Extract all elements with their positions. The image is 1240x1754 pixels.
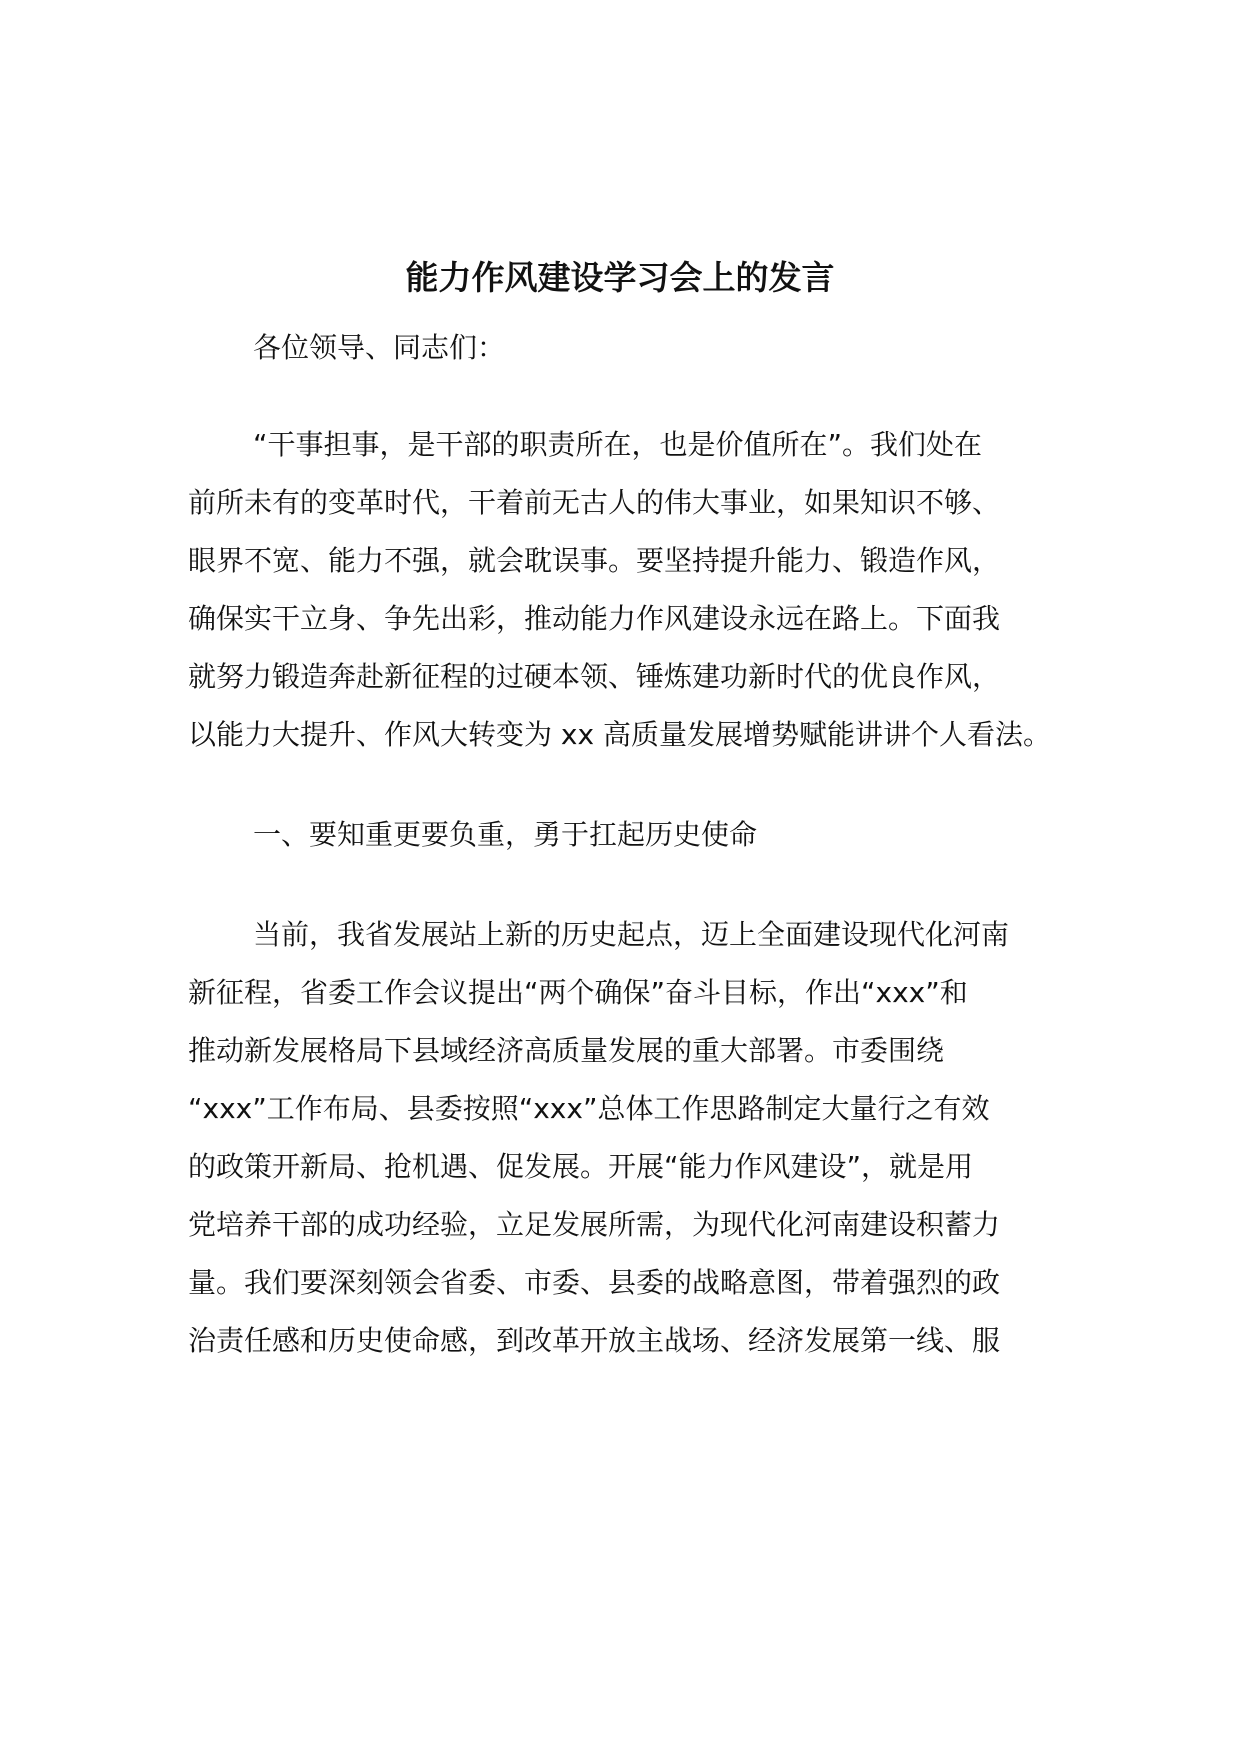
section-1-heading: 一、要知重更要负重，勇于扛起历史使命 bbox=[253, 818, 758, 851]
paragraph-2-line-2: 新征程，省委工作会议提出“两个确保”奋斗目标，作出“xxx”和 bbox=[188, 976, 968, 1009]
paragraph-2-line-5: 的政策开新局、抢机遇、促发展。开展“能力作风建设”，就是用 bbox=[188, 1150, 974, 1183]
paragraph-2-line-4: “xxx”工作布局、县委按照“xxx”总体工作思路制定大量行之有效 bbox=[188, 1092, 990, 1125]
document-title: 能力作风建设学习会上的发言 bbox=[405, 258, 835, 297]
paragraph-1-line-2: 前所未有的变革时代，干着前无古人的伟大事业，如果知识不够、 bbox=[188, 486, 1001, 519]
paragraph-1-line-6: 以能力大提升、作风大转变为 xx 高质量发展增势赋能讲讲个人看法。 bbox=[188, 718, 1051, 751]
paragraph-1-line-4: 确保实干立身、争先出彩，推动能力作风建设永远在路上。下面我 bbox=[188, 602, 1001, 635]
paragraph-2-line-6: 党培养干部的成功经验，立足发展所需，为现代化河南建设积蓄力 bbox=[188, 1208, 1001, 1241]
paragraph-2-line-8: 治责任感和历史使命感，到改革开放主战场、经济发展第一线、服 bbox=[188, 1324, 1001, 1357]
paragraph-2-line-3: 推动新发展格局下县域经济高质量发展的重大部署。市委围绕 bbox=[188, 1034, 945, 1067]
salutation: 各位领导、同志们： bbox=[253, 331, 506, 364]
paragraph-1-line-5: 就努力锻造奔赴新征程的过硬本领、锤炼建功新时代的优良作风， bbox=[188, 660, 1001, 693]
paragraph-2-line-7: 量。我们要深刻领会省委、市委、县委的战略意图，带着强烈的政 bbox=[188, 1266, 1001, 1299]
paragraph-2-line-1: 当前，我省发展站上新的历史起点，迈上全面建设现代化河南 bbox=[253, 918, 1010, 951]
paragraph-1-line-3: 眼界不宽、能力不强，就会耽误事。要坚持提升能力、锻造作风， bbox=[188, 544, 1001, 577]
paragraph-1-line-1: “干事担事，是干部的职责所在，也是价值所在”。我们处在 bbox=[253, 428, 983, 461]
